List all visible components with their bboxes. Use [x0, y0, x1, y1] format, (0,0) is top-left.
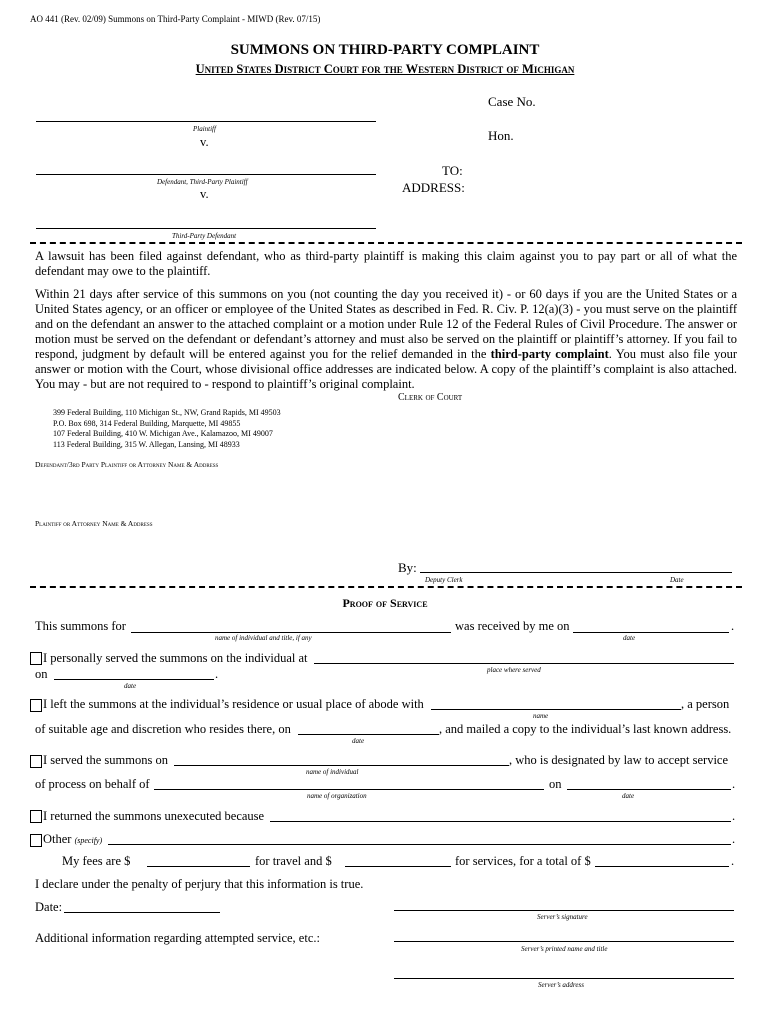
residence-name-hint: name: [533, 712, 549, 720]
residence-name-input[interactable]: [431, 709, 681, 710]
unexecuted-period: .: [732, 809, 736, 823]
mailed-copy-label: , and mailed a copy to the individual’s last known address.: [439, 722, 732, 736]
server-signature-input[interactable]: [394, 910, 734, 911]
summons-for-input[interactable]: [131, 632, 451, 633]
other-period: .: [732, 832, 736, 846]
case-no-label: Case No.: [488, 94, 536, 109]
address-marquette: P.O. Box 698, 314 Federal Building, Marquette, MI 49855: [53, 418, 241, 428]
travel-label: for travel and $: [255, 854, 332, 868]
designated-label: , who is designated by law to accept service: [509, 753, 729, 767]
plaintiff-line[interactable]: [36, 121, 376, 122]
received-by-label: was received by me on: [455, 619, 570, 633]
organization-date-input[interactable]: [567, 789, 731, 790]
place-served-input[interactable]: [314, 663, 734, 664]
date-field-label: Date:: [35, 900, 63, 914]
plaintiff-attorney-label: Plaintiff or Attorney Name & Address: [35, 519, 153, 528]
divider-1: [30, 242, 742, 244]
services-fee-input[interactable]: [345, 866, 451, 867]
form-id: AO 441 (Rev. 02/09) Summons on Third-Party Complaint - MIWD (Rev. 07/15): [30, 14, 321, 24]
fees-label: My fees are $: [62, 854, 131, 868]
suitable-age-label: of suitable age and discretion who resides there, on: [35, 722, 291, 736]
server-printed-name-label: Server’s printed name and title: [521, 945, 608, 953]
served-on-period: .: [215, 667, 219, 681]
perjury-declaration: I declare under the penalty of perjury that this information is true.: [35, 877, 364, 891]
other-specify-input[interactable]: [108, 844, 731, 845]
returned-unexecuted-label: I returned the summons unexecuted because: [43, 809, 265, 823]
personally-served-checkbox[interactable]: [30, 652, 42, 665]
server-signature-label: Server’s signature: [537, 913, 588, 921]
designated-name-input[interactable]: [174, 765, 509, 766]
court-name: United States District Court for the Western District of Michigan: [195, 62, 575, 76]
additional-info-label: Additional information regarding attempted service, etc.:: [35, 931, 320, 945]
total-period: .: [731, 854, 735, 868]
org-on-label: on: [549, 777, 562, 791]
residence-date-hint: date: [352, 737, 365, 745]
served-designated-label: I served the summons on: [43, 753, 168, 767]
defendant-label: Defendant, Third-Party Plaintiff: [157, 178, 248, 186]
defendant-attorney-label: Defendant/3rd Party Plaintiff or Attorney Name & Address: [35, 460, 219, 469]
served-on-date-hint: date: [124, 682, 137, 690]
page-title: SUMMONS ON THIRD-PARTY COMPLAINT: [230, 42, 540, 58]
address-grand-rapids: 399 Federal Building, 110 Michigan St., NW, Grand Rapids, MI 49503: [53, 408, 281, 417]
other-label: Other (specify): [43, 832, 103, 846]
travel-fee-input[interactable]: [147, 866, 250, 867]
received-date-input[interactable]: [573, 632, 729, 633]
returned-unexecuted-checkbox[interactable]: [30, 810, 42, 823]
declaration-date-input[interactable]: [64, 912, 220, 913]
residence-date-input[interactable]: [298, 734, 439, 735]
proof-title: Proof of Service: [342, 596, 428, 610]
deputy-clerk-signature-line[interactable]: [420, 572, 732, 573]
divider-2: [30, 586, 742, 588]
address-kalamazoo: 107 Federal Building, 410 W. Michigan Ave., Kalamazoo, MI 49007: [53, 429, 273, 438]
division-addresses: [53, 408, 281, 450]
versus-1: v.: [200, 135, 209, 149]
organization-period: .: [732, 777, 736, 791]
served-on-date-input[interactable]: [54, 679, 214, 680]
served-designated-checkbox[interactable]: [30, 755, 42, 768]
a-person-label: , a person: [681, 697, 730, 711]
organization-input[interactable]: [154, 789, 544, 790]
left-at-residence-checkbox[interactable]: [30, 699, 42, 712]
unexecuted-reason-input[interactable]: [270, 821, 731, 822]
services-label: for services, for a total of $: [455, 854, 591, 868]
server-address-label: Server’s address: [538, 981, 584, 989]
notice-paragraph-2: Within 21 days after service of this summons on you (not counting the day you received it) - or 60 days if you are the United States or a United States agency, or an officer or employee of the United States as described in Fed. R. Civ. P. 12(a)(3) - you must serve on the plaintiff and on the defendant an answer to the attached complaint or a motion under Rule 12 of the Federal Rules of Civil Procedure. The answer or motion must be served on the defendant or defendant’s attorney and must also be served on the plaintiff or plaintiff’s attorney. If you fail to respond, judgment by default will be entered against you for the relief demanded in the third-party complaint. You must also file your answer or motion with the Court, whose divisional office addresses are indicated below. A copy of the plaintiff’s complaint is also attached. You may - but are not required to - respond to plaintiff’s original complaint.: [35, 287, 737, 391]
by-label: By:: [398, 560, 417, 575]
third-party-label: Third-Party Defendant: [172, 232, 237, 240]
received-period: .: [731, 619, 735, 633]
plaintiff-label: Plaintiff: [193, 125, 216, 133]
total-fee-input[interactable]: [595, 866, 729, 867]
left-at-residence-label: I left the summons at the individual’s residence or usual place of abode with: [43, 697, 424, 711]
third-party-line[interactable]: [36, 228, 376, 229]
to-label: TO:: [442, 163, 463, 178]
hon-label: Hon.: [488, 128, 514, 143]
clerk-of-court: Clerk of Court: [398, 392, 463, 403]
deputy-clerk-label: Deputy Clerk: [425, 576, 463, 584]
server-printed-name-input[interactable]: [394, 941, 734, 942]
organization-date-hint: date: [622, 792, 635, 800]
address-lansing: 113 Federal Building, 315 W. Allegan, Lansing, MI 48933: [53, 439, 240, 449]
address-label: ADDRESS:: [402, 180, 465, 195]
place-served-hint: place where served: [487, 666, 541, 674]
of-process-label: of process on behalf of: [35, 777, 150, 791]
server-address-input[interactable]: [394, 978, 734, 979]
versus-2: v.: [200, 187, 209, 201]
defendant-line[interactable]: [36, 174, 376, 175]
designated-name-hint: name of individual: [306, 768, 359, 776]
received-date-hint: date: [623, 634, 636, 642]
name-title-hint: name of individual and title, if any: [215, 634, 312, 642]
notice-paragraph-1: A lawsuit has been filed against defendant, who as third-party plaintiff is making this claim against you to pay part or all of what the defendant may owe to the plaintiff.: [35, 249, 737, 278]
organization-hint: name of organization: [307, 792, 367, 800]
served-on-label: on: [35, 667, 48, 681]
summons-for-label: This summons for: [35, 619, 126, 633]
other-checkbox[interactable]: [30, 834, 42, 847]
personally-served-label: I personally served the summons on the individual at: [43, 651, 308, 665]
clerk-date-label: Date: [670, 576, 684, 584]
